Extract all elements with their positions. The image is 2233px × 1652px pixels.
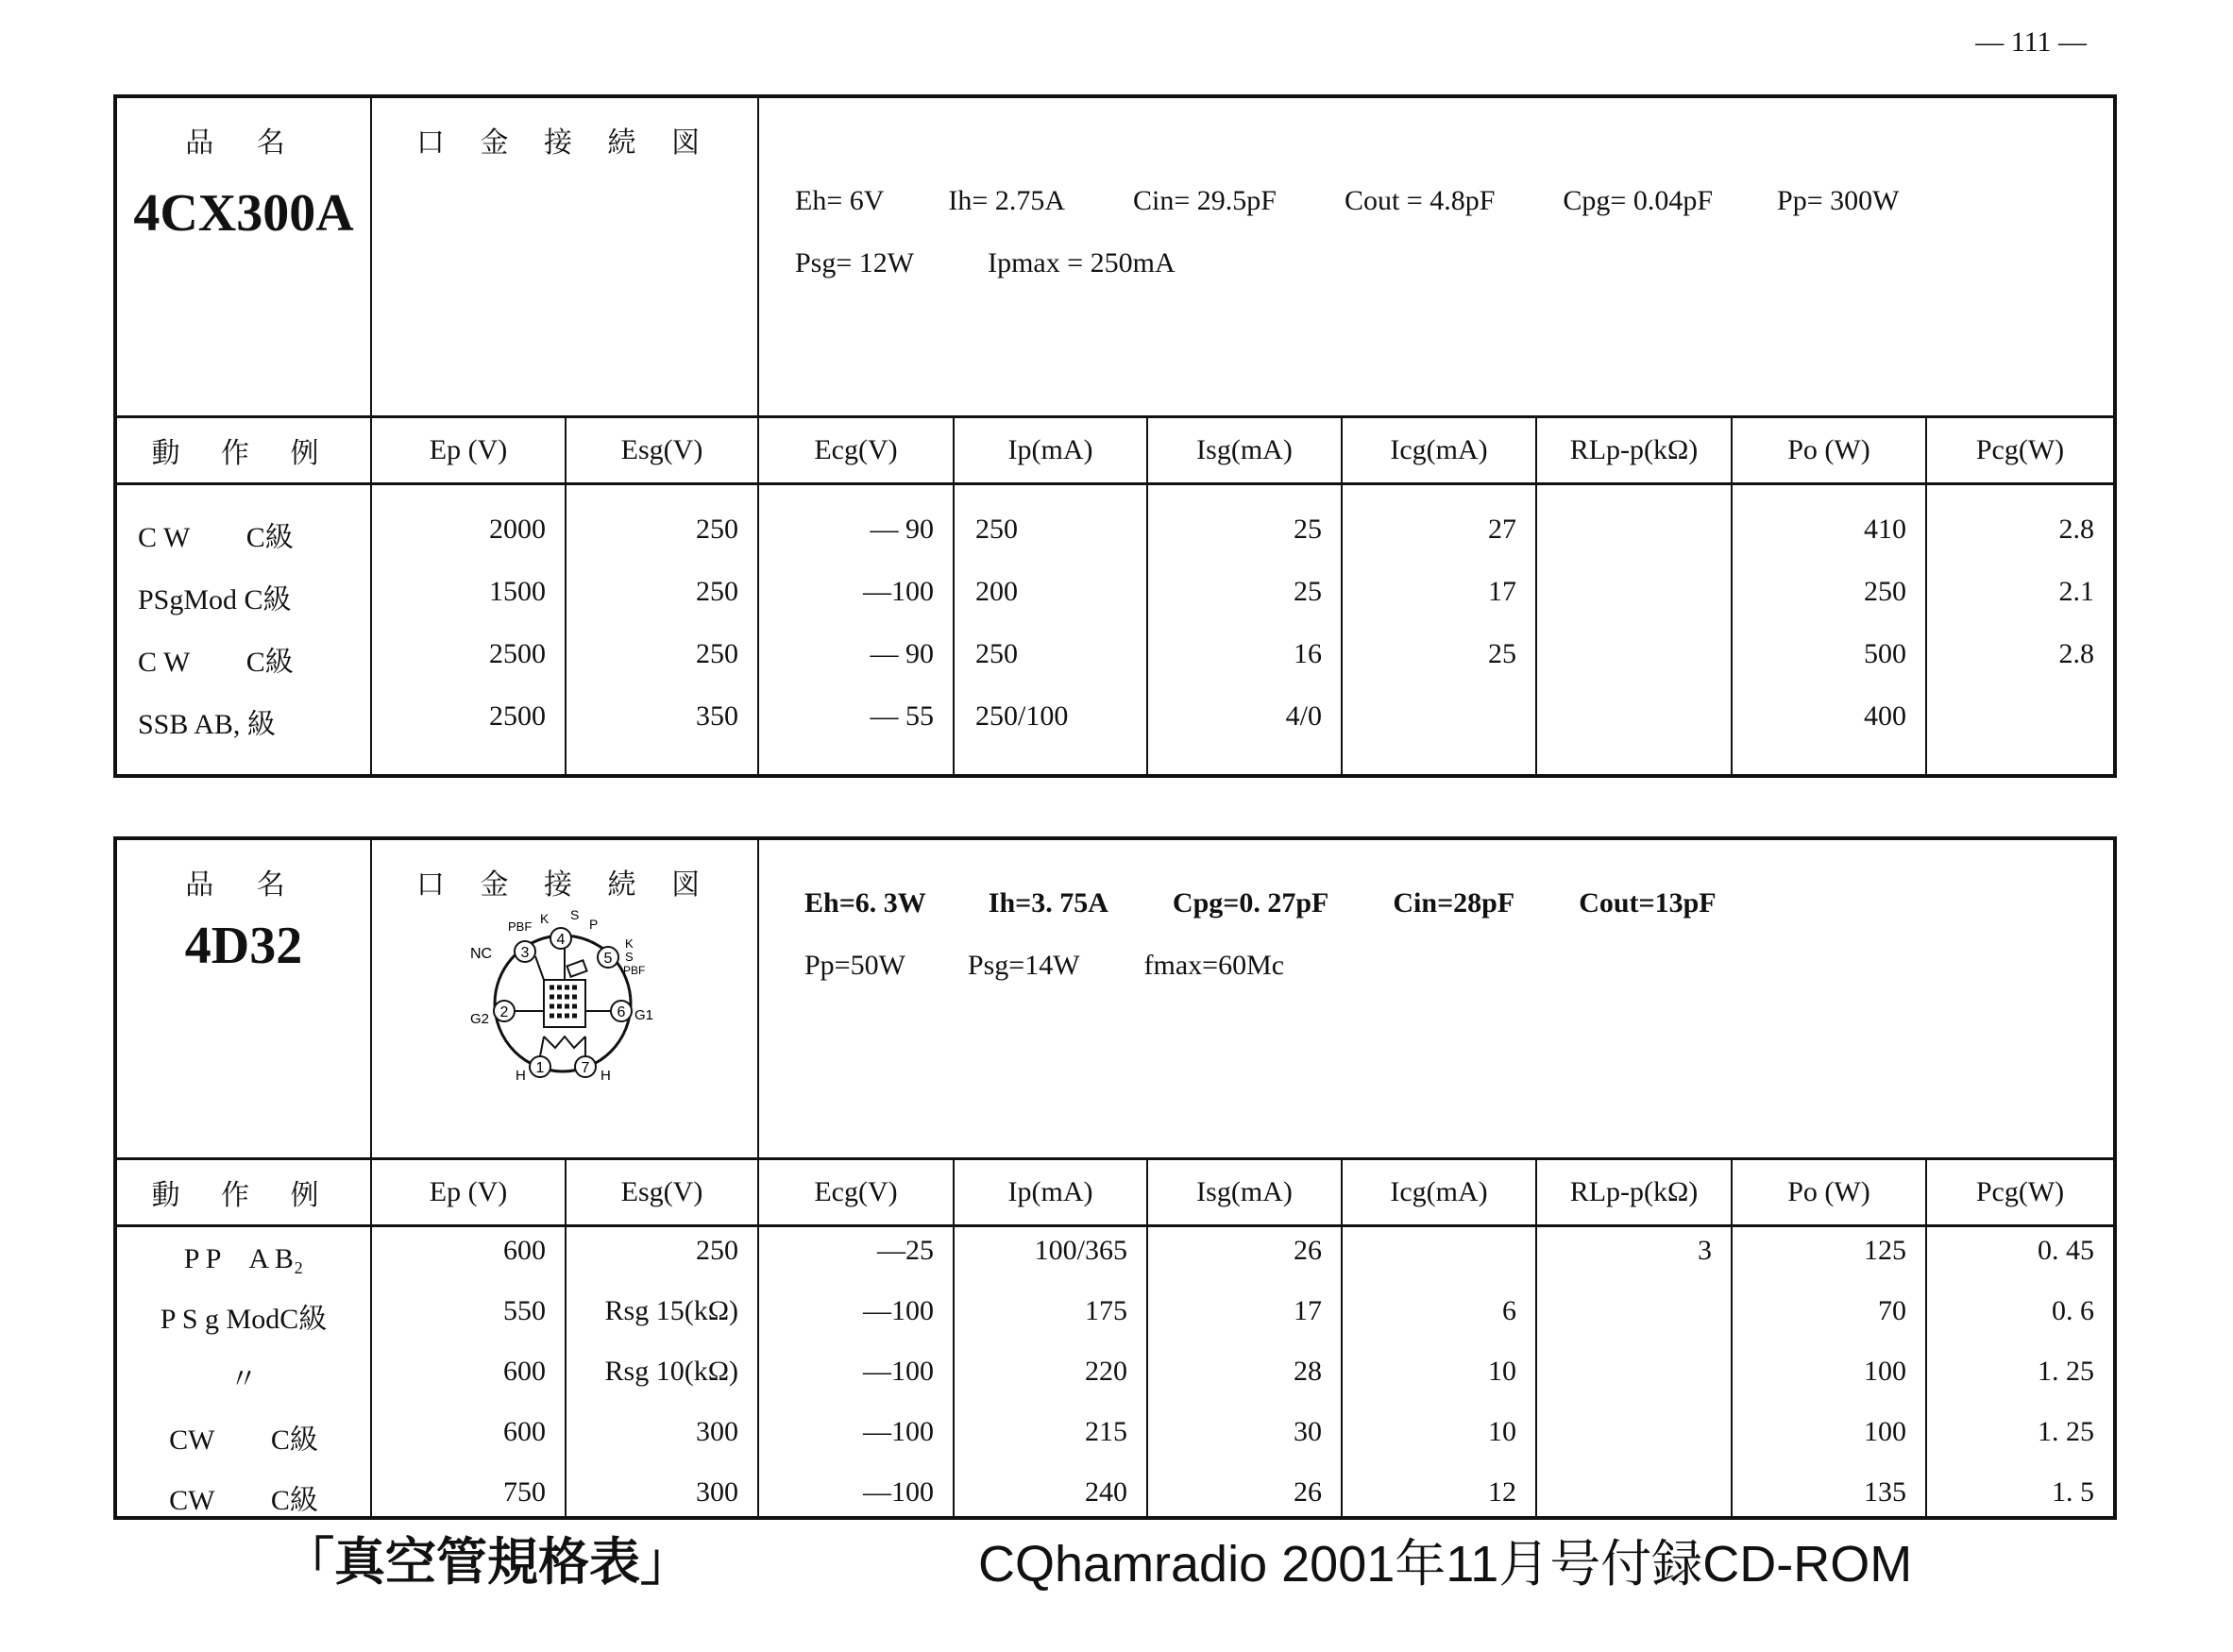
spec-item: Cout=13pF bbox=[1579, 887, 1717, 919]
name-label: 品 名 bbox=[185, 126, 302, 160]
column-header: Esg(V) bbox=[620, 434, 703, 465]
tube-spec-table-4d32 bbox=[113, 836, 2117, 1520]
table-cell: 175 bbox=[1085, 1295, 1127, 1326]
column-header: 動 作 例 bbox=[151, 438, 336, 469]
table-column bbox=[567, 1227, 759, 1520]
table-cell: Rsg 15(kΩ) bbox=[604, 1295, 738, 1326]
table-cell: P S g ModC級 bbox=[160, 1304, 328, 1335]
table-column bbox=[1927, 1227, 2113, 1520]
table-cell: 25 bbox=[1294, 576, 1322, 607]
name-label: 品 名 bbox=[185, 868, 302, 902]
table-cell: 250/100 bbox=[975, 700, 1069, 732]
pin-diagram-cell bbox=[372, 98, 759, 415]
table-cell: 30 bbox=[1294, 1416, 1322, 1447]
spec-line-1 bbox=[804, 887, 1783, 919]
table-cell: 135 bbox=[1864, 1476, 1906, 1508]
column-header: Icg(mA) bbox=[1390, 434, 1488, 465]
spec-cell bbox=[759, 98, 2113, 415]
page-number: — 111 — bbox=[1975, 26, 2087, 58]
column-header: Isg(mA) bbox=[1196, 1176, 1293, 1207]
pin-label-h-left: H bbox=[516, 1068, 526, 1084]
table-cell: — 90 bbox=[870, 514, 934, 545]
column-header: Ecg(V) bbox=[814, 434, 898, 465]
tube-header-row bbox=[117, 98, 2113, 418]
pin-number: 3 bbox=[520, 945, 530, 961]
column-header: Icg(mA) bbox=[1390, 1176, 1488, 1207]
table-cell: 1. 5 bbox=[2052, 1476, 2094, 1508]
table-cell: 550 bbox=[503, 1295, 546, 1326]
table-cell: 400 bbox=[1864, 700, 1906, 732]
table-cell: 250 bbox=[1864, 576, 1906, 607]
column-header: Po (W) bbox=[1787, 434, 1870, 465]
table-cell: 300 bbox=[696, 1476, 738, 1508]
pin-label-k-right: K bbox=[625, 936, 634, 951]
spec-item: Ih= 2.75A bbox=[948, 185, 1065, 216]
spec-item: Psg=14W bbox=[967, 950, 1080, 981]
column-header-row bbox=[117, 418, 2113, 485]
table-cell: 300 bbox=[696, 1416, 738, 1447]
column-header: RLp-p(kΩ) bbox=[1569, 434, 1699, 465]
table-cell: 10 bbox=[1488, 1416, 1516, 1447]
column-header: Ep (V) bbox=[429, 434, 508, 465]
table-column bbox=[1537, 485, 1733, 778]
spec-item: Cin= 29.5pF bbox=[1133, 185, 1277, 216]
table-cell: 600 bbox=[503, 1356, 546, 1387]
table-cell: 250 bbox=[696, 638, 738, 669]
pin-label-pbf-right: PBF bbox=[623, 964, 646, 977]
table-cell: C W C級 bbox=[138, 522, 294, 553]
table-cell: —100 bbox=[863, 1476, 934, 1508]
table-column bbox=[1537, 1227, 1733, 1520]
table-cell: 12 bbox=[1488, 1476, 1516, 1508]
table-column bbox=[1148, 485, 1343, 778]
spec-item: Pp= 300W bbox=[1777, 185, 1900, 216]
pin-label-g1: G1 bbox=[634, 1007, 654, 1023]
table-cell: 200 bbox=[975, 576, 1018, 607]
column-header: RLp-p(kΩ) bbox=[1569, 1176, 1699, 1207]
table-cell: 1. 25 bbox=[2038, 1356, 2094, 1387]
spec-item: Pp=50W bbox=[804, 950, 905, 981]
pin-number: 6 bbox=[617, 1004, 626, 1020]
table-cell: C W C級 bbox=[138, 647, 294, 678]
table-column bbox=[1148, 1227, 1343, 1520]
footer-source: CQhamradio 2001年11月号付録CD-ROM bbox=[978, 1536, 1913, 1593]
table-cell: 25 bbox=[1488, 638, 1516, 669]
spec-item: Psg= 12W bbox=[795, 247, 915, 278]
table-cell: CW C級 bbox=[169, 1424, 318, 1456]
pin-label: 口 金 接 続 図 bbox=[415, 868, 714, 902]
table-cell: 28 bbox=[1294, 1356, 1322, 1387]
table-cell: 250 bbox=[696, 1235, 738, 1266]
pin-number: 4 bbox=[556, 932, 566, 948]
table-cell: 17 bbox=[1488, 576, 1516, 607]
table-column bbox=[372, 1227, 567, 1520]
pin-label-h-right: H bbox=[601, 1068, 611, 1084]
spec-item: Cin=28pF bbox=[1393, 887, 1515, 919]
table-cell: 1. 25 bbox=[2038, 1416, 2094, 1447]
spec-item: Cpg=0. 27pF bbox=[1172, 887, 1329, 919]
table-body bbox=[117, 485, 2113, 778]
table-cell: 215 bbox=[1085, 1416, 1127, 1447]
name-cell bbox=[117, 840, 372, 1157]
table-cell: —100 bbox=[863, 576, 934, 607]
table-cell: 17 bbox=[1294, 1295, 1322, 1326]
table-cell: Rsg 10(kΩ) bbox=[604, 1356, 738, 1387]
table-cell: 16 bbox=[1294, 638, 1322, 669]
tube-name: 4CX300A bbox=[133, 184, 354, 243]
table-column bbox=[1733, 1227, 1927, 1520]
table-cell: 0. 45 bbox=[2038, 1235, 2094, 1266]
table-cell: 25 bbox=[1294, 514, 1322, 545]
table-column bbox=[567, 485, 759, 778]
table-cell: 0. 6 bbox=[2052, 1295, 2094, 1326]
table-cell: PSgMod C級 bbox=[138, 584, 292, 615]
pin-label-k: K bbox=[540, 911, 550, 926]
tube-base-diagram bbox=[449, 904, 676, 1093]
tube-spec-table-4cx300a bbox=[113, 94, 2117, 778]
table-cell: 2.1 bbox=[2058, 576, 2094, 607]
table-column bbox=[1343, 1227, 1537, 1520]
spec-line-2 bbox=[795, 247, 1242, 279]
pin-label-g2: G2 bbox=[470, 1011, 490, 1027]
table-cell: — 55 bbox=[870, 700, 934, 732]
table-cell: 70 bbox=[1878, 1295, 1906, 1326]
table-column bbox=[955, 485, 1148, 778]
table-column bbox=[1733, 485, 1927, 778]
table-cell: 4/0 bbox=[1285, 700, 1322, 732]
pin-label-s-right: S bbox=[625, 950, 634, 964]
table-column bbox=[1927, 485, 2113, 778]
table-cell: 600 bbox=[503, 1235, 546, 1266]
spec-cell bbox=[759, 840, 2113, 1157]
table-cell: 750 bbox=[503, 1476, 546, 1508]
pin-label-nc: NC bbox=[470, 946, 493, 962]
table-cell: —25 bbox=[877, 1235, 934, 1266]
column-header: 動 作 例 bbox=[151, 1180, 336, 1211]
column-header: Pcg(W) bbox=[1975, 434, 2065, 465]
pin-label-pbf: PBF bbox=[508, 919, 533, 934]
table-cell: 240 bbox=[1085, 1476, 1127, 1508]
column-header: Ip(mA) bbox=[1007, 1176, 1093, 1207]
column-header: Ecg(V) bbox=[814, 1176, 898, 1207]
tube-name: 4D32 bbox=[184, 917, 303, 975]
table-cell: 26 bbox=[1294, 1235, 1322, 1266]
table-cell: SSB AB, 級 bbox=[138, 709, 276, 740]
tube-header-row bbox=[117, 840, 2113, 1160]
table-cell: —100 bbox=[863, 1416, 934, 1447]
name-cell bbox=[117, 98, 372, 415]
column-header: Po (W) bbox=[1787, 1176, 1870, 1207]
table-cell: CW C級 bbox=[169, 1485, 318, 1516]
table-cell: — 90 bbox=[870, 638, 934, 669]
table-cell: 125 bbox=[1864, 1235, 1906, 1266]
spec-line-2 bbox=[804, 950, 1350, 982]
table-cell: 410 bbox=[1864, 514, 1906, 545]
spec-item: fmax=60Mc bbox=[1143, 950, 1285, 981]
table-cell: 250 bbox=[975, 514, 1018, 545]
column-header: Ip(mA) bbox=[1007, 434, 1093, 465]
table-cell: 2.8 bbox=[2058, 514, 2094, 545]
column-header: Esg(V) bbox=[620, 1176, 703, 1207]
spec-item: Eh=6. 3W bbox=[804, 887, 926, 919]
table-cell: 〃 bbox=[229, 1364, 258, 1395]
table-body bbox=[117, 1227, 2113, 1520]
table-cell: 6 bbox=[1502, 1295, 1516, 1326]
table-cell: 1500 bbox=[489, 576, 546, 607]
spec-item: Cpg= 0.04pF bbox=[1563, 185, 1714, 216]
table-cell: 100 bbox=[1864, 1356, 1906, 1387]
pin-number: 5 bbox=[603, 951, 613, 967]
table-cell: 600 bbox=[503, 1416, 546, 1447]
pin-number: 2 bbox=[499, 1004, 509, 1020]
table-cell: P P A B₂ bbox=[183, 1243, 304, 1274]
table-cell: 2000 bbox=[489, 514, 546, 545]
table-cell: 250 bbox=[696, 576, 738, 607]
pin-label-s: S bbox=[570, 907, 580, 922]
table-cell: 10 bbox=[1488, 1356, 1516, 1387]
table-cell: 250 bbox=[975, 638, 1018, 669]
table-cell: 2500 bbox=[489, 638, 546, 669]
table-cell: 500 bbox=[1864, 638, 1906, 669]
table-cell: 220 bbox=[1085, 1356, 1127, 1387]
table-column bbox=[117, 485, 372, 778]
table-cell: 27 bbox=[1488, 514, 1516, 545]
table-cell: 26 bbox=[1294, 1476, 1322, 1508]
pin-label-p: P bbox=[589, 917, 599, 932]
column-header: Isg(mA) bbox=[1196, 434, 1293, 465]
spec-item: Cout = 4.8pF bbox=[1344, 185, 1496, 216]
table-column bbox=[1343, 485, 1537, 778]
spec-line-1 bbox=[795, 185, 1965, 217]
table-cell: 3 bbox=[1698, 1235, 1712, 1266]
column-header: Pcg(W) bbox=[1975, 1176, 2065, 1207]
table-column bbox=[117, 1227, 372, 1520]
table-cell: 350 bbox=[696, 700, 738, 732]
table-column bbox=[759, 1227, 955, 1520]
table-cell: 2.8 bbox=[2058, 638, 2094, 669]
pin-number: 7 bbox=[581, 1060, 590, 1076]
table-cell: 250 bbox=[696, 514, 738, 545]
table-column bbox=[759, 485, 955, 778]
pin-number: 1 bbox=[535, 1060, 545, 1076]
spec-item: Eh= 6V bbox=[795, 185, 885, 216]
pin-diagram-cell bbox=[372, 840, 759, 1157]
footer-title: 「真空管規格表」 bbox=[283, 1532, 691, 1592]
table-cell: 100 bbox=[1864, 1416, 1906, 1447]
column-header-row bbox=[117, 1160, 2113, 1227]
column-header: Ep (V) bbox=[429, 1176, 508, 1207]
table-cell: —100 bbox=[863, 1295, 934, 1326]
table-column bbox=[955, 1227, 1148, 1520]
spec-item: Ih=3. 75A bbox=[988, 887, 1108, 919]
table-column bbox=[372, 485, 567, 778]
table-cell: 100/365 bbox=[1034, 1235, 1127, 1266]
table-cell: —100 bbox=[863, 1356, 934, 1387]
table-cell: 2500 bbox=[489, 700, 546, 732]
spec-item: Ipmax = 250mA bbox=[988, 247, 1176, 278]
pin-label: 口 金 接 続 図 bbox=[415, 126, 714, 160]
